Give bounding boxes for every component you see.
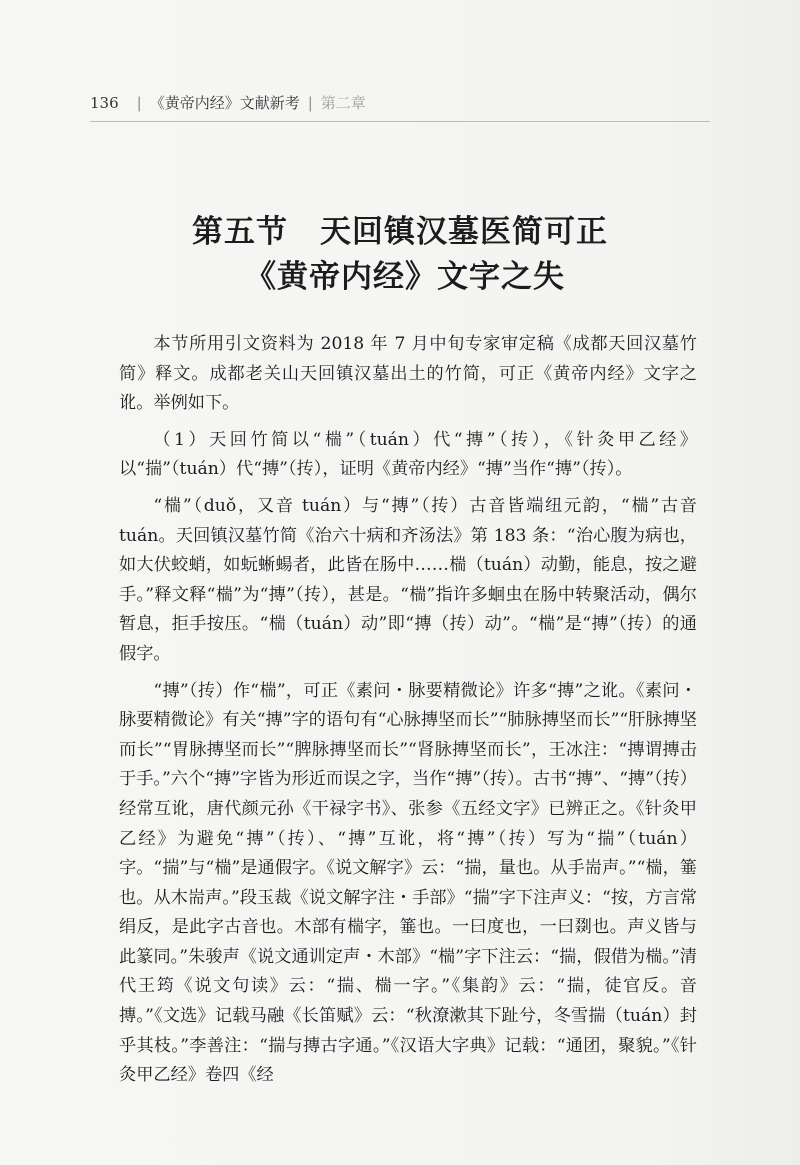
section-title-line-1: 第五节 天回镇汉墓医简可正: [192, 214, 608, 250]
section-title: [90, 210, 710, 300]
paragraph: “椯”（duǒ，又音 tuán）与“摶”（抟）古音皆端纽元韵，“椯”古音 tuán。天回镇汉墓竹简《治六十病和齐汤法》第 183 条：“治心腹为病也，如大伏蛟蛸，如蚖蜥蝪者，此皆在肠中……椯（tuán）动勤，能息，按之避手。”释文释“椯”为“摶”（抟），甚是。“椯”指许多蛔虫在肠中转聚活动，偶尔暂息，拒手按压。“椯（tuán）动”即“摶（抟）动”。“椯”是“摶”（抟）的通假字。: [119, 495, 697, 664]
chapter-label: 第二章: [320, 94, 366, 112]
paragraph: “摶”（抟）作“椯”，可正《素问・脉要精微论》许多“摶”之讹。《素问・脉要精微论》有关“摶”字的语句有“心脉摶坚而长”“肺脉摶坚而长”“肝脉摶坚而长”“胃脉摶坚而长”“脾脉摶坚而长”“肾脉摶坚而长”，王冰注：“摶谓摶击于手。”六个“摶”字皆为形近而误之字，当作“摶”（抟）。古书“摶”、“摶”（抟）经常互讹，唐代颜元孙《干禄字书》、张参《五经文字》已辨正之。《针灸甲乙经》为避免“摶”（抟）、“摶”互讹，将“摶”（抟）写为“揣”（tuán）字。“揣”与“椯”是通假字。《说文解字》云：“揣，量也。从手耑声。”“椯，箠也。从木耑声。”段玉裁《说文解字注・手部》“揣”字下注声义：“按，方言常绢反，是此字古音也。木部有椯字，箠也。一曰度也，一曰剟也。声义皆与此篆同。”朱骏声《说文通训定声・木部》“椯”字下注云：“揣，假借为椯。”清代王筠《说文句读》云：“揣、椯一字。”《集韵》云：“揣，徒官反。音摶。”《文选》记载马融《长笛赋》云：“秋潦漱其下趾兮，冬雪揣（tuán）封乎其枝。”李善注：“揣与摶古字通。”《汉语大字典》记载：“通团，聚貌。”《针灸甲乙经》卷四《经: [119, 680, 697, 1086]
paragraph: （1）天回竹简以“椯”（tuán）代“摶”（抟），《针灸甲乙经》以“揣”（tuán）代“摶”（抟），证明《黄帝内经》“摶”当作“摶”（抟）。: [119, 429, 697, 480]
section-title-line-2: 《黄帝内经》文字之失: [245, 259, 565, 295]
paragraph: 本节所用引文资料为 2018 年 7 月中旬专家审定稿《成都天回汉墓竹简》释文。成都老关山天回镇汉墓出土的竹简，可正《黄帝内经》文字之讹。举例如下。: [119, 334, 697, 414]
header-separator: |: [307, 94, 313, 112]
page-number: 136: [90, 94, 119, 112]
running-header: [90, 93, 366, 113]
body-text: [119, 330, 697, 1091]
header-separator: |: [136, 94, 142, 112]
book-title: 《黄帝内经》文献新考: [149, 94, 300, 112]
header-rule: [90, 121, 710, 122]
